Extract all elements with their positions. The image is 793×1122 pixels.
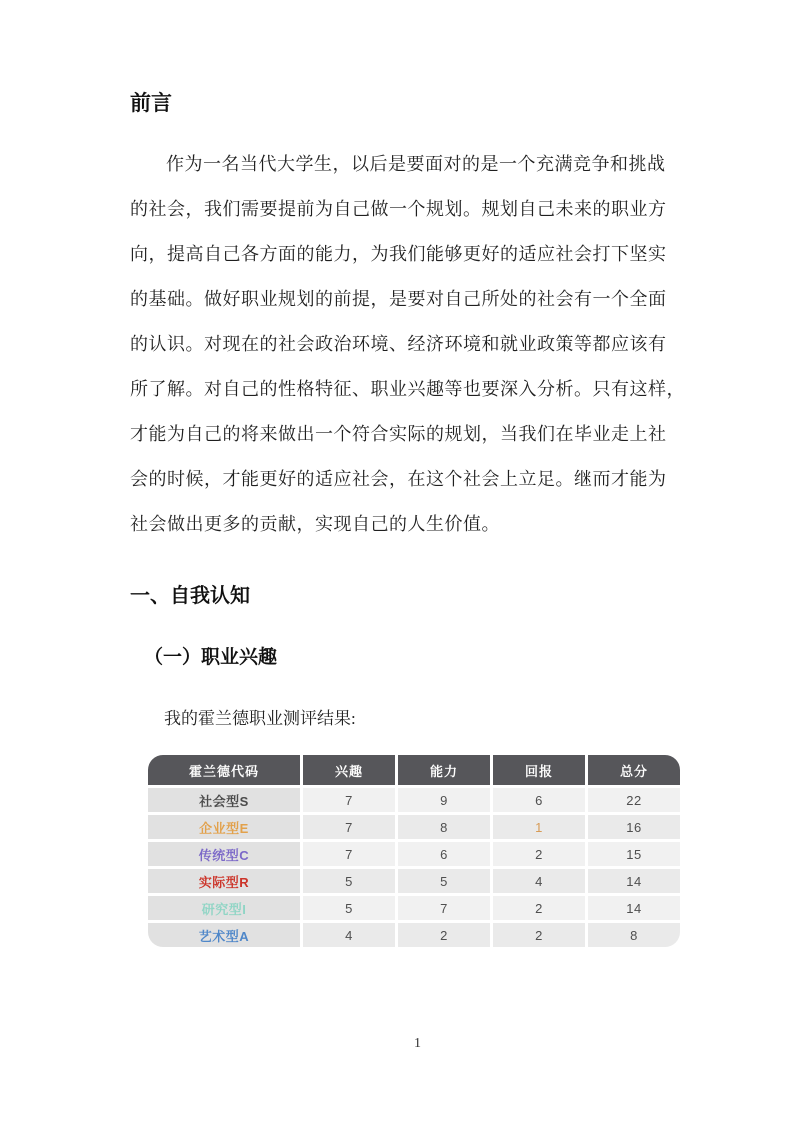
table-cell: 4 (303, 923, 395, 947)
section-title-self-awareness: 一、自我认知 (130, 585, 250, 607)
column-header-ability: 能力 (398, 755, 490, 785)
table-intro-text: 我的霍兰德职业测评结果: (164, 709, 356, 728)
paragraph-line: 才能为自己的将来做出一个符合实际的规划，当我们在毕业走上社 (130, 424, 667, 444)
paragraph-line: 社会做出更多的贡献，实现自己的人生价值。 (130, 514, 500, 534)
table-cell: 7 (398, 896, 490, 920)
paragraph-line: 的基础。做好职业规划的前提，是要对自己所处的社会有一个全面 (130, 289, 667, 309)
row-label: 社会型S (148, 788, 300, 812)
holland-results-table (148, 755, 680, 947)
table-cell: 5 (303, 896, 395, 920)
table-cell: 2 (398, 923, 490, 947)
table-cell: 8 (588, 923, 680, 947)
table-cell: 5 (398, 869, 490, 893)
page-number: 1 (414, 1036, 421, 1051)
table-cell: 5 (303, 869, 395, 893)
row-label: 研究型I (148, 896, 300, 920)
column-header-total: 总分 (588, 755, 680, 785)
paragraph-line: 向，提高自己各方面的能力，为我们能够更好的适应社会打下坚实 (130, 244, 667, 264)
table-cell: 4 (493, 869, 585, 893)
paragraph-line: 的认识。对现在的社会政治环境、经济环境和就业政策等都应该有 (130, 334, 667, 354)
row-label: 传统型C (148, 842, 300, 866)
table-cell: 7 (303, 815, 395, 839)
table-cell: 7 (303, 788, 395, 812)
table-cell: 8 (398, 815, 490, 839)
table-cell: 15 (588, 842, 680, 866)
table-cell: 22 (588, 788, 680, 812)
paragraph-line: 的社会，我们需要提前为自己做一个规划。规划自己未来的职业方 (130, 199, 667, 219)
table-cell: 16 (588, 815, 680, 839)
row-label: 艺术型A (148, 923, 300, 947)
table-cell: 2 (493, 842, 585, 866)
table-cell: 14 (588, 896, 680, 920)
subsection-title-career-interest: （一）职业兴趣 (144, 647, 278, 668)
column-header-interest: 兴趣 (303, 755, 395, 785)
row-label: 企业型E (148, 815, 300, 839)
paragraph-line: 所了解。对自己的性格特征、职业兴趣等也要深入分析。只有这样， (130, 379, 685, 399)
column-header-holland-code: 霍兰德代码 (148, 755, 300, 785)
row-label: 实际型R (148, 869, 300, 893)
preface-title: 前言 (130, 91, 172, 115)
preface-paragraph (130, 142, 685, 547)
table-cell: 14 (588, 869, 680, 893)
table-cell: 6 (493, 788, 585, 812)
column-header-reward: 回报 (493, 755, 585, 785)
table-cell: 1 (493, 815, 585, 839)
table-cell: 7 (303, 842, 395, 866)
table-cell: 9 (398, 788, 490, 812)
table-cell: 2 (493, 896, 585, 920)
paragraph-line: 会的时候，才能更好的适应社会，在这个社会上立足。继而才能为 (130, 469, 667, 489)
table-cell: 2 (493, 923, 585, 947)
paragraph-line: 作为一名当代大学生，以后是要面对的是一个充满竞争和挑战 (166, 154, 666, 174)
table-cell: 6 (398, 842, 490, 866)
